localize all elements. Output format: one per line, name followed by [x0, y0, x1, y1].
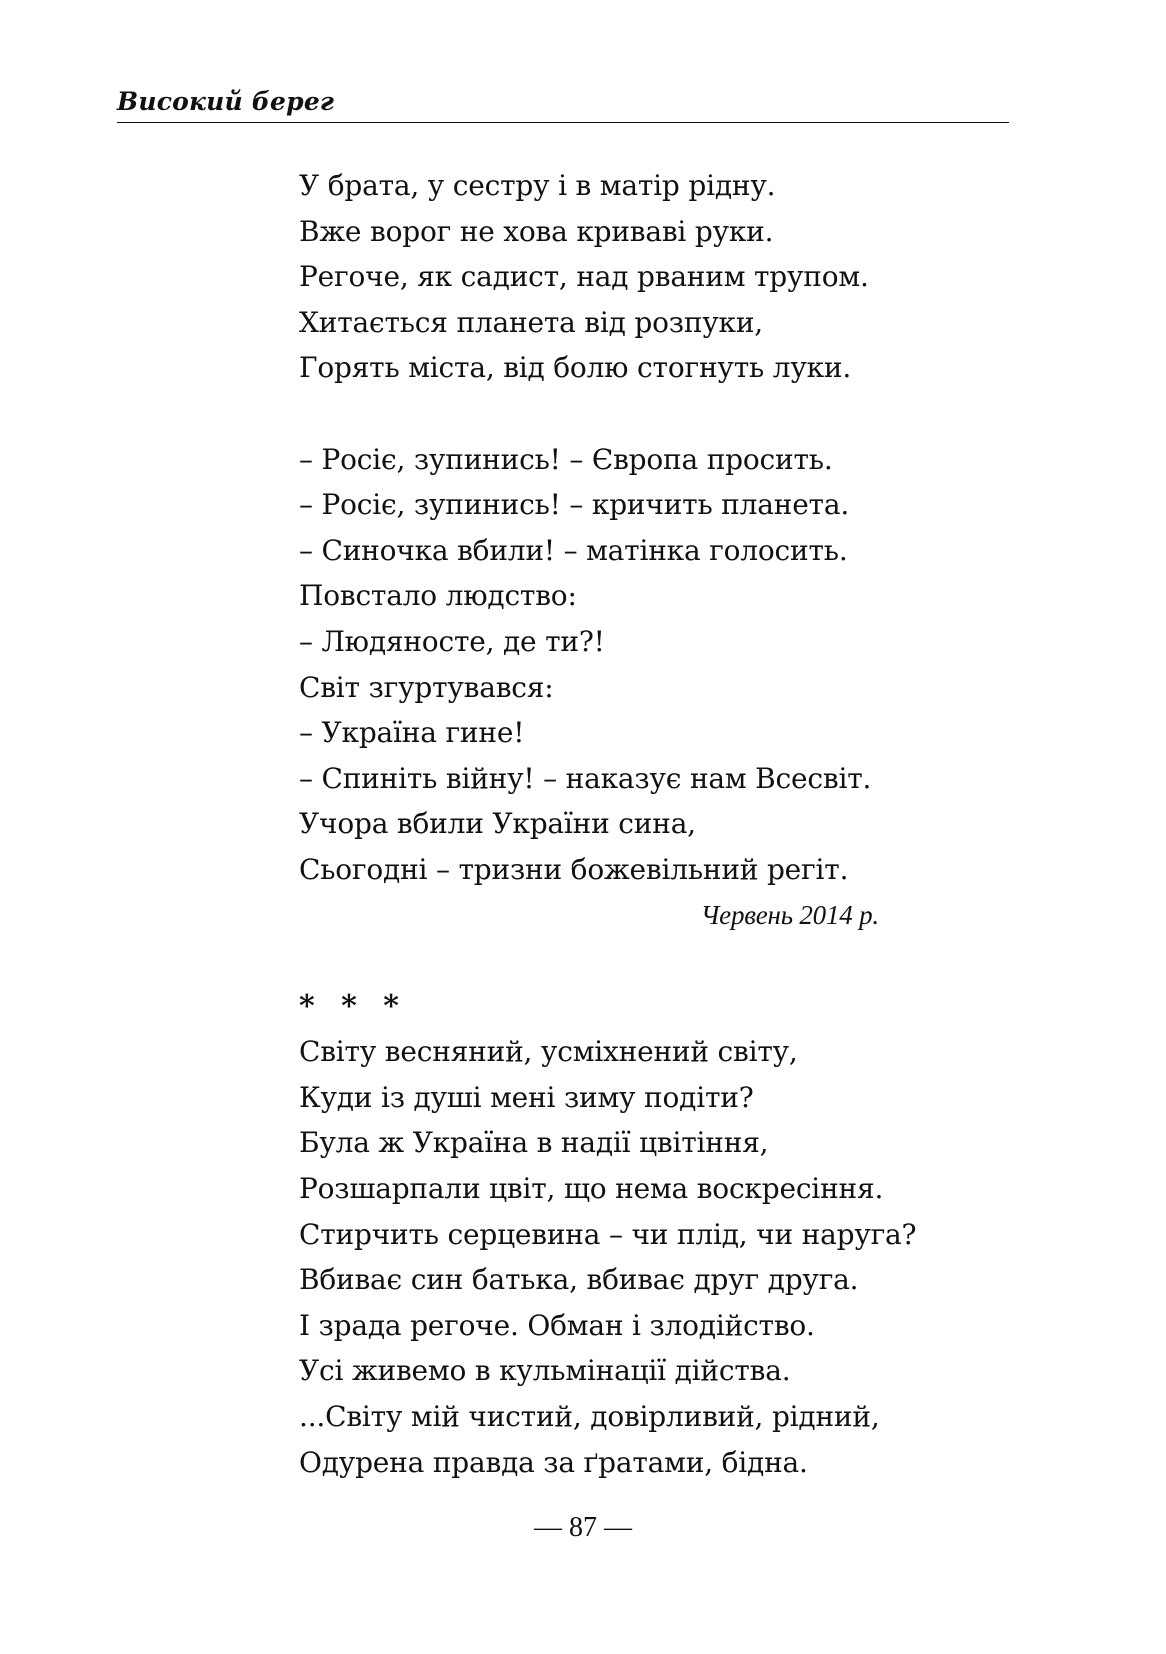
poem-line: ...Світу мій чистий, довірливий, рідний, — [299, 1400, 880, 1434]
poem-line: Куди із душі мені зиму подіти? — [299, 1080, 754, 1114]
poem-line: У брата, у сестру і в матір рідну. — [299, 169, 776, 202]
poem-line: Світу весняний, усміхнений світу, — [299, 1035, 798, 1069]
poem-line: Була ж Україна в надії цвітіння, — [299, 1126, 769, 1160]
section-separator: * * * — [299, 988, 407, 1024]
poem-line: – Україна гине! — [299, 716, 525, 750]
poem-line: Сьогодні – тризни божевільний регіт. — [299, 852, 849, 886]
poem-line: Стирчить серцевина – чи плід, чи наруга? — [299, 1217, 917, 1251]
poem-line: Регоче, як садист, над рваним трупом. — [299, 260, 869, 294]
poem-line: – Спиніть війну! – наказує нам Всесвіт. — [299, 761, 872, 795]
poem-line: Світ згуртувався: — [299, 670, 554, 704]
poem-line: Розшарпали цвіт, що нема воскресіння. — [299, 1172, 884, 1206]
stanza-gap — [299, 938, 1019, 984]
poem-line: – Людяносте, де ти?! — [299, 624, 605, 658]
poem-line: Хитається планета від розпуки, — [299, 305, 764, 339]
stanza-1 — [299, 163, 1019, 391]
poem-line: Учора вбили України сина, — [299, 807, 696, 841]
poem-body — [299, 163, 1019, 1485]
poem-line: І зрада регоче. Обман і злодійство. — [299, 1308, 815, 1342]
book-title: Високий берег — [117, 87, 335, 116]
poem-line: – Синочка вбили! – матінка голосить. — [299, 533, 848, 567]
poem-line: Одурена правда за ґратами, бідна. — [299, 1445, 808, 1479]
poem-date: Червень 2014 р. — [700, 899, 879, 930]
stanza-gap — [299, 391, 1019, 437]
poem-line: Усі живемо в кульмінації дійства. — [299, 1354, 791, 1388]
poem-line: Вбиває син батька, вбиває друг друга. — [299, 1263, 859, 1297]
poem-line: – Росіє, зупинись! – Європа просить. — [299, 442, 833, 476]
poem-line: Горять міста, від болю стогнуть луки. — [299, 351, 852, 385]
stanza-2 — [299, 437, 1019, 893]
stanza-3 — [299, 1029, 1019, 1485]
running-head — [117, 84, 1009, 123]
poem-line: – Росіє, зупинись! – кричить планета. — [299, 488, 850, 522]
page-number: — 87 — — [534, 1512, 632, 1543]
poem-line: Повстало людство: — [299, 579, 577, 613]
poem-line: Вже ворог не хова криваві руки. — [299, 214, 774, 248]
